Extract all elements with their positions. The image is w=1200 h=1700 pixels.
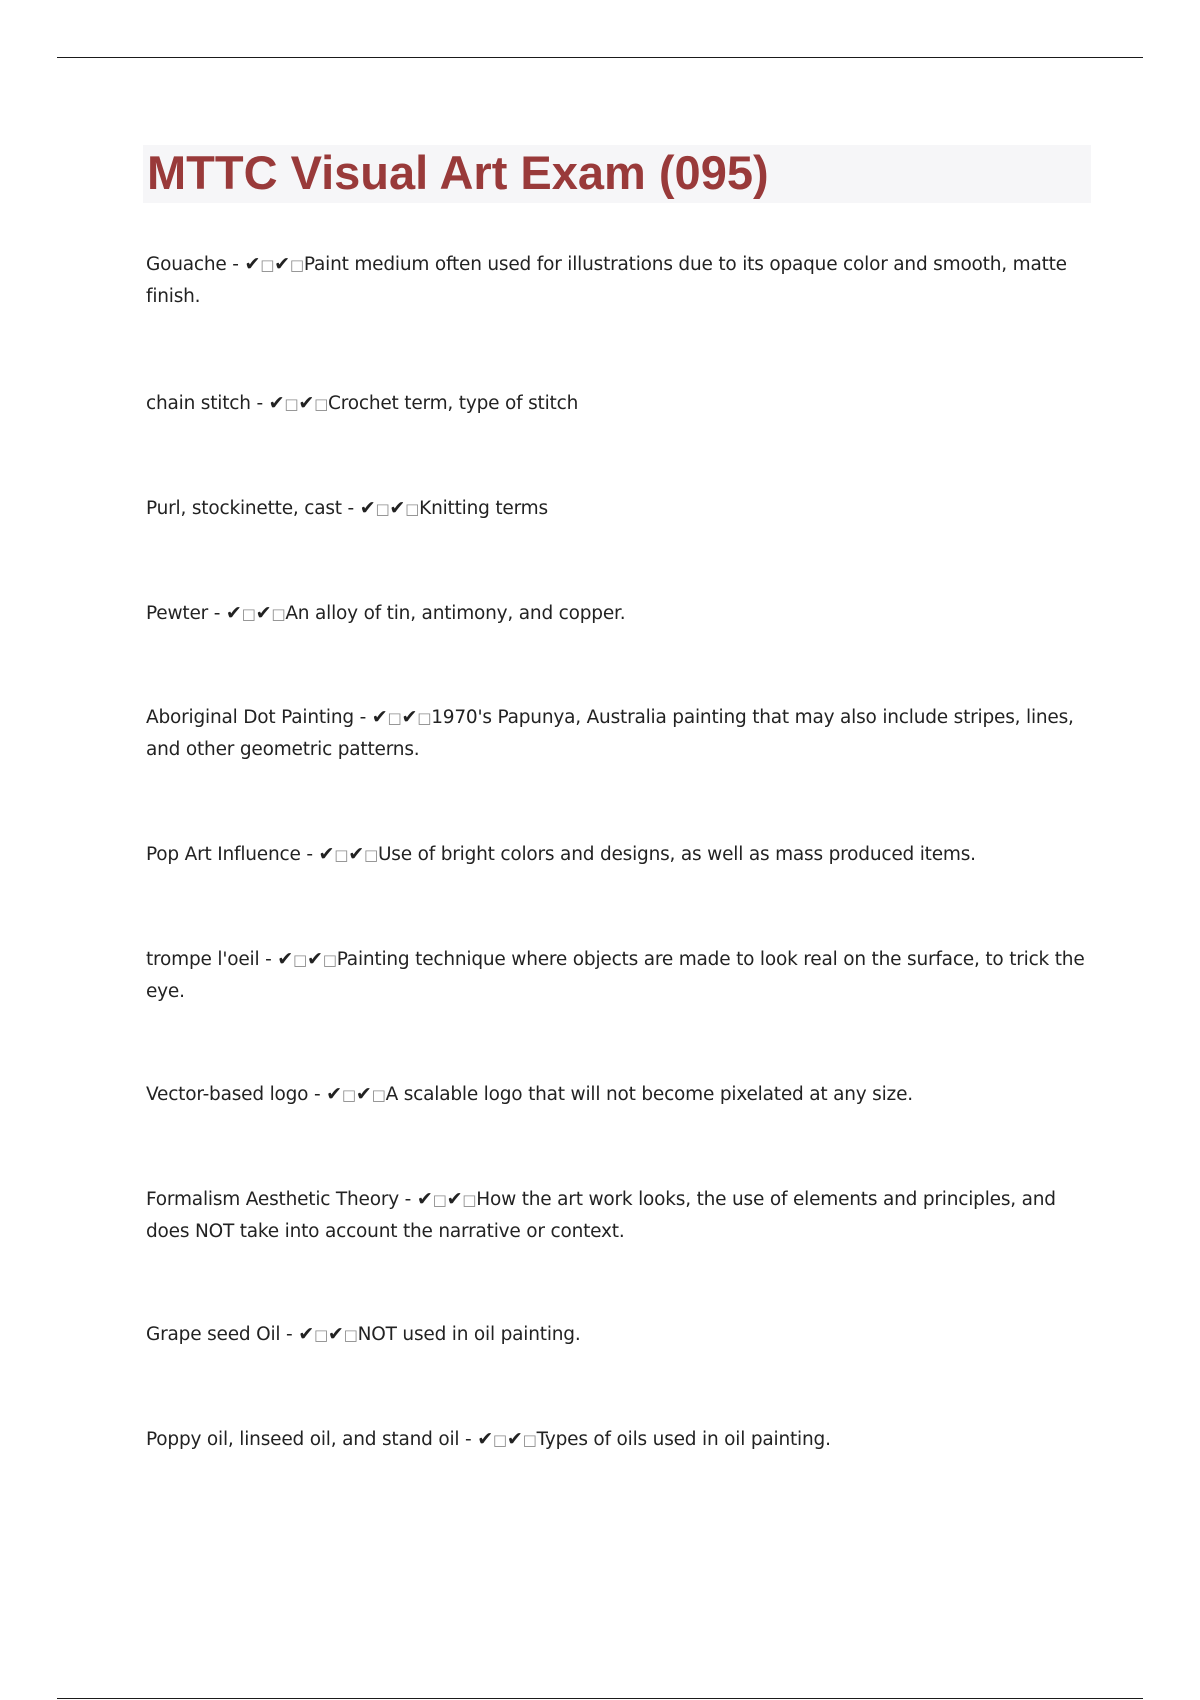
- qa-definition: Painting technique where objects are made to look real on the surface, to trick the eye.: [146, 949, 1085, 1002]
- qa-term: Purl, stockinette, cast: [146, 498, 342, 519]
- qa-term: Pewter: [146, 603, 209, 624]
- check-icon: ✔: [389, 497, 406, 519]
- box-icon: □: [322, 951, 337, 969]
- qa-item: [146, 1183, 1096, 1248]
- box-icon: □: [241, 605, 256, 623]
- qa-term: chain stitch: [146, 393, 251, 414]
- qa-term: Aboriginal Dot Painting: [146, 707, 354, 728]
- box-icon: □: [371, 1086, 386, 1104]
- qa-item: [146, 1318, 1096, 1351]
- qa-item: [146, 838, 1096, 871]
- box-icon: □: [313, 1326, 328, 1344]
- check-icon: ✔: [477, 1428, 493, 1450]
- qa-definition: A scalable logo that will not become pixelated at any size.: [385, 1084, 913, 1105]
- footer-rule: [57, 1698, 1143, 1699]
- check-icon: ✔: [348, 843, 364, 865]
- qa-definition: Paint medium often used for illustrations due to its opaque color and smooth, matte finish.: [146, 254, 1067, 307]
- qa-term: Gouache: [146, 254, 227, 275]
- qa-separator: -: [399, 1189, 417, 1210]
- check-icon: ✔: [274, 253, 290, 275]
- qa-separator: -: [353, 707, 372, 728]
- check-icon: ✔: [318, 843, 335, 865]
- qa-term: Vector-based logo: [146, 1084, 309, 1105]
- qa-separator: -: [280, 1324, 299, 1345]
- check-icon: ✔: [327, 1323, 344, 1345]
- qa-term: Poppy oil, linseed oil, and stand oil: [146, 1429, 460, 1450]
- check-icon: ✔: [255, 602, 272, 624]
- box-icon: □: [462, 1191, 477, 1209]
- check-icon: ✔: [277, 948, 293, 970]
- qa-term: trompe l'oeil: [146, 949, 260, 970]
- box-icon: □: [260, 256, 275, 274]
- qa-separator: -: [259, 949, 278, 970]
- box-icon: □: [492, 1431, 507, 1449]
- qa-definition: NOT used in oil painting.: [357, 1324, 581, 1345]
- qa-separator: -: [300, 844, 319, 865]
- check-icon: ✔: [298, 1323, 314, 1345]
- check-icon: ✔: [306, 948, 323, 970]
- box-icon: □: [417, 709, 432, 727]
- box-icon: □: [522, 1431, 537, 1449]
- qa-item: [146, 701, 1096, 766]
- check-icon: ✔: [298, 392, 315, 414]
- qa-term: Formalism Aesthetic Theory: [146, 1189, 399, 1210]
- box-icon: □: [343, 1326, 358, 1344]
- check-icon: ✔: [371, 706, 388, 728]
- qa-separator: -: [250, 393, 269, 414]
- box-icon: □: [314, 395, 329, 413]
- check-icon: ✔: [326, 1083, 342, 1105]
- box-icon: □: [292, 951, 307, 969]
- qa-definition: An alloy of tin, antimony, and copper.: [285, 603, 626, 624]
- check-icon: ✔: [401, 706, 418, 728]
- qa-item: [146, 597, 1096, 630]
- box-icon: □: [341, 1086, 356, 1104]
- check-icon: ✔: [359, 497, 376, 519]
- qa-separator: -: [208, 603, 226, 624]
- check-icon: ✔: [446, 1188, 463, 1210]
- check-icon: ✔: [416, 1188, 433, 1210]
- check-icon: ✔: [244, 253, 261, 275]
- box-icon: □: [271, 605, 286, 623]
- qa-item: [146, 943, 1096, 1008]
- box-icon: □: [334, 846, 349, 864]
- qa-item: [146, 387, 1096, 420]
- box-icon: □: [432, 1191, 447, 1209]
- qa-definition: Knitting terms: [419, 498, 548, 519]
- qa-definition: How the art work looks, the use of elements and principles, and does NOT take into account the narrative or context.: [146, 1189, 1056, 1242]
- qa-term: Grape seed Oil: [146, 1324, 281, 1345]
- qa-separator: -: [226, 254, 245, 275]
- qa-item: [146, 1423, 1096, 1456]
- qa-term: Pop Art Influence: [146, 844, 301, 865]
- qa-item: [146, 1078, 1096, 1111]
- box-icon: □: [363, 846, 378, 864]
- qa-item: [146, 492, 1096, 525]
- qa-separator: -: [308, 1084, 327, 1105]
- qa-definition: 1970's Papunya, Australia painting that may also include stripes, lines, and other geometric patterns.: [146, 707, 1074, 760]
- qa-item: [146, 248, 1096, 313]
- check-icon: ✔: [506, 1428, 523, 1450]
- box-icon: □: [387, 709, 402, 727]
- check-icon: ✔: [355, 1083, 372, 1105]
- qa-separator: -: [459, 1429, 478, 1450]
- box-icon: □: [284, 395, 299, 413]
- qa-definition: Use of bright colors and designs, as well as mass produced items.: [377, 844, 976, 865]
- qa-definition: Types of oils used in oil painting.: [536, 1429, 831, 1450]
- qa-separator: -: [341, 498, 360, 519]
- document-title: MTTC Visual Art Exam (095): [147, 146, 769, 199]
- qa-definition: Crochet term, type of stitch: [328, 393, 579, 414]
- box-icon: □: [289, 256, 304, 274]
- header-rule: [57, 57, 1143, 58]
- check-icon: ✔: [225, 602, 242, 624]
- check-icon: ✔: [268, 392, 285, 414]
- box-icon: □: [375, 500, 390, 518]
- box-icon: □: [405, 500, 420, 518]
